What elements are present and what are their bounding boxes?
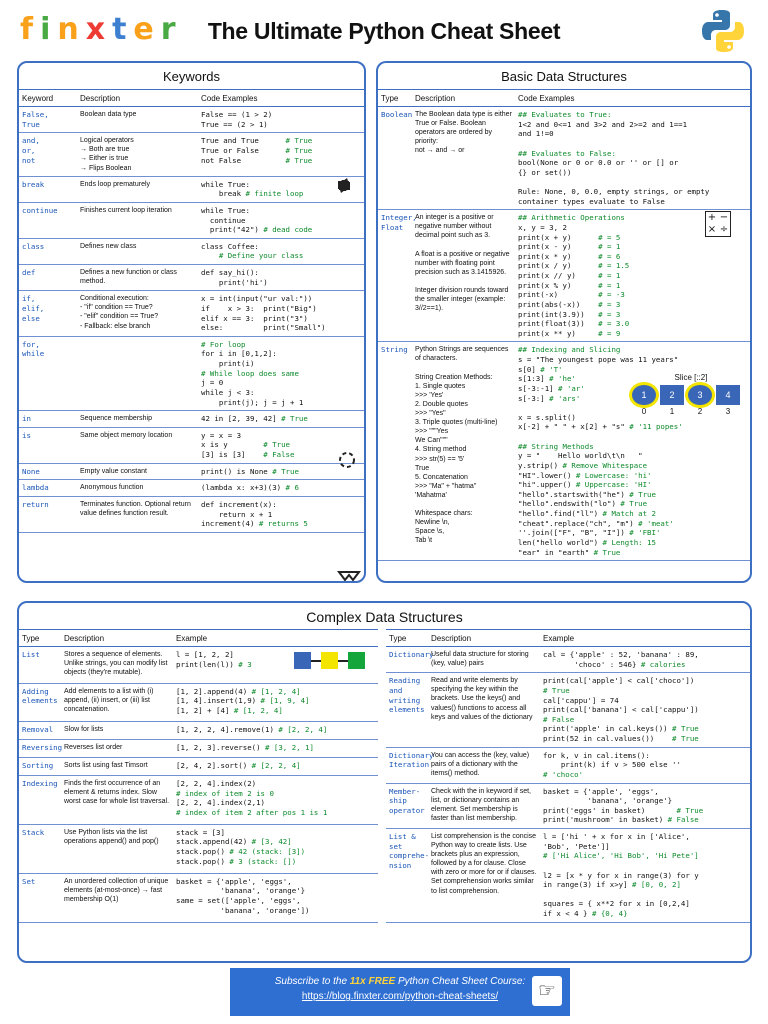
complex-title: Complex Data Structures [306, 609, 463, 625]
row-description: Anonymous function [77, 480, 198, 497]
lambda-icon [337, 569, 361, 583]
row-description: Add elements to a list with (i) append, (ii) insert, or (iii) list concatenation. [61, 683, 173, 722]
table-row [386, 829, 750, 923]
table-row [19, 107, 364, 133]
row-description: Sorts list using fast Timsort [61, 758, 173, 776]
row-code: [1, 2, 2, 4].remove(1) # [2, 2, 4] [173, 722, 378, 740]
row-description: Ends loop prematurely [77, 176, 198, 202]
thumbs-icon [337, 178, 363, 194]
row-description: Boolean data type [77, 107, 198, 133]
row-keyword: Dictionary Iteration [386, 747, 428, 783]
row-keyword: def [19, 265, 77, 291]
row-description: Same object memory location [77, 427, 198, 463]
column-header: Description [428, 630, 540, 647]
keywords-title: Keywords [162, 69, 221, 84]
row-keyword: Member-ship operator [386, 783, 428, 829]
keywords-table [19, 89, 364, 533]
row-code: while True: break # finite loop [198, 176, 364, 202]
row-code: def say_hi(): print('hi') [198, 265, 364, 291]
row-keyword: class [19, 238, 77, 264]
row-keyword: Dictionary [386, 647, 428, 673]
table-row [378, 210, 750, 342]
column-header: Type [19, 630, 61, 647]
row-keyword: for, while [19, 336, 77, 410]
row-description: Useful data structure for storing (key, value) pairs [428, 647, 540, 673]
row-code: y = x = 3 x is y # True [3] is [3] # False [198, 427, 364, 463]
slice-index: 0 [641, 407, 647, 416]
row-description [77, 336, 198, 410]
pointing-hand-icon: ☞ [532, 976, 562, 1006]
row-code: class Coffee: # Define your class [198, 238, 364, 264]
row-description: Sequence membership [77, 411, 198, 428]
table-row [19, 683, 378, 722]
logo-letter: i [40, 12, 58, 47]
row-keyword: in [19, 411, 77, 428]
row-description: Terminates function. Optional return value defines function result. [77, 496, 198, 532]
logo-letter: e [133, 12, 161, 47]
table-row [19, 427, 364, 463]
table-row [378, 107, 750, 210]
basic-title: Basic Data Structures [501, 69, 627, 84]
logo-letter: r [160, 12, 183, 47]
table-row [19, 133, 364, 176]
cheat-sheets-link[interactable]: https://blog.finxter.com/python-cheat-sheets/ [301, 991, 499, 1002]
table-row [19, 176, 364, 202]
row-keyword: Set [19, 873, 61, 922]
row-code: l = ['hi ' + x for x in ['Alice', 'Bob', 'Pete']] # ['Hi Alice', 'Hi Bob', 'Hi Pete'] l2 = [x * y for x in range(3) for y in range(3) if x>y] # [0, 0, 2] squares = { x**2 for x in [0,2,4] if x < 4 } # {0, 4} [540, 829, 750, 923]
complex-right-table [386, 629, 750, 923]
table-row [19, 496, 364, 532]
slice-diagram [632, 373, 750, 416]
header [0, 0, 768, 62]
row-code: [1, 2].append(4) # [1, 2, 4] [1, 4].insert(1,9) # [1, 9, 4] [1, 2] + [4] # [1, 2, 4] [173, 683, 378, 722]
table-row [19, 480, 364, 497]
table-row [19, 202, 364, 238]
row-code: True and True # True True or False # True not False # True [198, 133, 364, 176]
table-row [386, 673, 750, 747]
column-header: Type [386, 630, 428, 647]
subscribe-banner[interactable] [230, 968, 570, 1016]
column-header: Type [378, 90, 412, 107]
logo-letter: n [57, 12, 86, 47]
table-row [19, 775, 378, 824]
slice-index: 1 [669, 407, 675, 416]
table-row [19, 238, 364, 264]
row-description: Logical operators → Both are true → Either is true → Flips Boolean [77, 133, 198, 176]
row-code: basket = {'apple', 'eggs', 'banana', 'orange'} print('eggs' in basket) # True print('mushroom' in basket) # False [540, 783, 750, 829]
row-description: Read and write elements by specifying the key within the brackets. Use the keys() and values() functions to access all keys and values of the dictionary [428, 673, 540, 747]
row-description: An unordered collection of unique elements (at-most-once) → fast membership O(1) [61, 873, 173, 922]
logo-letter: f [20, 12, 41, 47]
slice-index: 2 [697, 407, 703, 416]
table-row [19, 291, 364, 337]
row-code: False == (1 > 2) True == (2 > 1) [198, 107, 364, 133]
row-description: The Boolean data type is either True or False. Boolean operators are ordered by priority: not → and → or [412, 107, 515, 210]
row-code: [2, 4, 2].sort() # [2, 2, 4] [173, 758, 378, 776]
row-keyword: Integer, Float [378, 210, 412, 342]
row-code: for k, v in cal.items(): print(k) if v > 500 else '' # 'choco' [540, 747, 750, 783]
arithmetic-icon: + − × ÷ [705, 211, 731, 237]
row-keyword: Indexing [19, 775, 61, 824]
row-code: # For loop for i in [0,1,2]: print(i) # While loop does same j = 0 while j < 3: print(j); j = j + 1 [198, 336, 364, 410]
row-description: Stores a sequence of elements. Unlike strings, you can modify list objects (they're mutable). [61, 647, 173, 684]
column-header: Code Examples [198, 90, 364, 107]
subscribe-text: Subscribe to the 11x FREE Python Cheat Sheet Course: [274, 976, 526, 987]
table-row [19, 873, 378, 922]
row-description: Defines new class [77, 238, 198, 264]
basic-data-structures-panel [376, 61, 752, 583]
slice-index: 3 [725, 407, 731, 416]
row-code: basket = {'apple', 'eggs', 'banana', 'orange'} same = set(['apple', 'eggs', 'banana', 'orange']) [173, 873, 378, 922]
logo-letter: x [85, 12, 113, 47]
row-description: An integer is a positive or negative number without decimal point such as 3. A float is a positive or negative number with floating point precision such as 3.1415926. Integer division rounds toward the smaller integer (example: 3//2==1). [412, 210, 515, 342]
table-row [19, 722, 378, 740]
complex-left-table [19, 629, 378, 923]
row-description: Use Python lists via the list operations append() and pop() [61, 824, 173, 873]
row-keyword: Reading and writing elements [386, 673, 428, 747]
row-description: List comprehension is the concise Python way to create lists. Use brackets plus an expression, followed by a for clause. Close with zero or more for or if clauses. Set comprehension works similar to list comprehension. [428, 829, 540, 923]
list-diagram [294, 652, 365, 669]
table-row [19, 336, 364, 410]
table-row [19, 740, 378, 758]
row-description: Python Strings are sequences of characters. String Creation Methods: 1. Single quotes >>> 'Yes' 2. Double quotes >>> "Yes" 3. Triple quotes (multi-line) >>> """Yes We Can""" 4. String method >>> str(5) == '5' True 5. Concatenation >>> "Ma" + "hatma" 'Mahatma' Whitespace chars: Newline \n, Space \s, Tab \t [412, 342, 515, 561]
row-keyword: None [19, 463, 77, 480]
column-header: Keyword [19, 90, 77, 107]
row-keyword: Boolean [378, 107, 412, 210]
table-row [19, 463, 364, 480]
row-code: l = [1, 2, 2] print(len(l)) # 3 [173, 647, 378, 684]
row-code: [2, 2, 4].index(2) # index of item 2 is 0 [2, 2, 4].index(2,1) # index of item 2 after pos 1 is 1 [173, 775, 378, 824]
row-code: cal = {'apple' : 52, 'banana' : 89, 'choco' : 546} # calories [540, 647, 750, 673]
row-description: You can access the (key, value) pairs of a dictionary with the items() method. [428, 747, 540, 783]
row-description: Finds the first occurrence of an element & returns index. Slow worst case for whole list traversal. [61, 775, 173, 824]
row-keyword: is [19, 427, 77, 463]
table-row [386, 747, 750, 783]
row-code: stack = [3] stack.append(42) # [3, 42] stack.pop() # 42 (stack: [3]) stack.pop() # 3 (stack: []) [173, 824, 378, 873]
slice-cell: 2 [660, 385, 684, 405]
row-description: Reverses list order [61, 740, 173, 758]
row-code: x = int(input("ur val:")) if x > 3: print("Big") elif x == 3: print("3") else: print("Small") [198, 291, 364, 337]
basic-table [378, 89, 750, 561]
row-code: print(cal['apple'] < cal['choco']) # True cal['cappu'] = 74 print(cal['banana'] < cal['cappu']) # False print('apple' in cal.keys()) # True print(52 in cal.values()) # True [540, 673, 750, 747]
slice-cell: 3 [688, 385, 712, 405]
column-header: Code Examples [515, 90, 750, 107]
column-header: Example [173, 630, 378, 647]
row-code: (lambda x: x+3)(3) # 6 [198, 480, 364, 497]
slice-cell: 1 [632, 385, 656, 405]
row-description: Conditional execution: - "if" condition == True? - "elif" condition == True? - Fallback: else branch [77, 291, 198, 337]
row-description: Slow for lists [61, 722, 173, 740]
row-keyword: False, True [19, 107, 77, 133]
row-description: Defines a new function or class method. [77, 265, 198, 291]
column-header: Description [412, 90, 515, 107]
row-keyword: continue [19, 202, 77, 238]
row-code: 42 in [2, 39, 42] # True [198, 411, 364, 428]
loop-icon [337, 450, 357, 470]
row-keyword: Removal [19, 722, 61, 740]
table-row [386, 783, 750, 829]
row-keyword: String [378, 342, 412, 561]
row-keyword: Sorting [19, 758, 61, 776]
row-code: [1, 2, 3].reverse() # [3, 2, 1] [173, 740, 378, 758]
row-description: Empty value constant [77, 463, 198, 480]
keywords-panel [17, 61, 366, 583]
row-code: while True: continue print("42") # dead code [198, 202, 364, 238]
row-keyword: Adding elements [19, 683, 61, 722]
column-header: Description [61, 630, 173, 647]
logo-letter: t [112, 12, 134, 47]
row-code: ## Arithmetic Operations x, y = 3, 2 print(x + y) # = 5 print(x - y) # = 1 print(x * y) # = 6 print(x / y) # = 1.5 print(x // y) # = 1 print(x % y) # = 1 print(-x) # = -3 print(abs(-x)) # = 3 print(int(3.9)) # = 3 print(float(3)) # = 3.0 print(x ** y) # = 9 [515, 210, 750, 342]
row-code: def increment(x): return x + 1 increment(4) # returns 5 [198, 496, 364, 532]
row-keyword: if, elif, else [19, 291, 77, 337]
slice-label: Slice [::2] [674, 373, 708, 382]
row-keyword: Stack [19, 824, 61, 873]
row-keyword: List & set comprehe-nsion [386, 829, 428, 923]
table-row [19, 265, 364, 291]
slice-cell: 4 [716, 385, 740, 405]
row-keyword: break [19, 176, 77, 202]
row-keyword: lambda [19, 480, 77, 497]
row-description: Finishes current loop iteration [77, 202, 198, 238]
complex-data-structures-panel [17, 601, 752, 963]
column-header: Description [77, 90, 198, 107]
row-keyword: return [19, 496, 77, 532]
row-code: print() is None # True [198, 463, 364, 480]
row-keyword: Reversing [19, 740, 61, 758]
row-keyword: List [19, 647, 61, 684]
row-code: ## Evaluates to True: 1<2 and 0<=1 and 3>2 and 2>=2 and 1==1 and 1!=0 ## Evaluates to False: bool(None or 0 or 0.0 or '' or [] or {} or set()) Rule: None, 0, 0.0, empty strings, or empty container types evaluate to False [515, 107, 750, 210]
table-row [19, 824, 378, 873]
row-description: Check with the in keyword if set, list, or dictionary contains an element. Set membership is faster than list membership. [428, 783, 540, 829]
row-keyword: and, or, not [19, 133, 77, 176]
table-row [19, 411, 364, 428]
column-header: Example [540, 630, 750, 647]
row-code: ## Indexing and Slicing s = "The youngest pope was 11 years" s[0] # 'T' s[1:3] # 'he' s[-3:-1] # 'ar' s[-3:] # 'ars' x = s.split() x[-2] + " " + x[2] + "s" # '11 popes' ## String Methods y = " Hello world\t\n " y.strip() # Remove Whitespace "HI".lower() # Lowercase: 'hi' "hi".upper() # Uppercase: 'HI' "hello".startswith("he") # True "hello".endswith("lo") # True "hello".find("ll") # Match at 2 "cheat".replace("ch", "m") # 'meat' ''.join(["F", "B", "I"]) # 'FBI' len("hello world") # Length: 15 "ear" in "earth" # True [515, 342, 750, 561]
table-row [19, 758, 378, 776]
page-title: The Ultimate Python Cheat Sheet [207, 18, 561, 44]
table-row [386, 647, 750, 673]
python-logo-icon [701, 8, 745, 54]
